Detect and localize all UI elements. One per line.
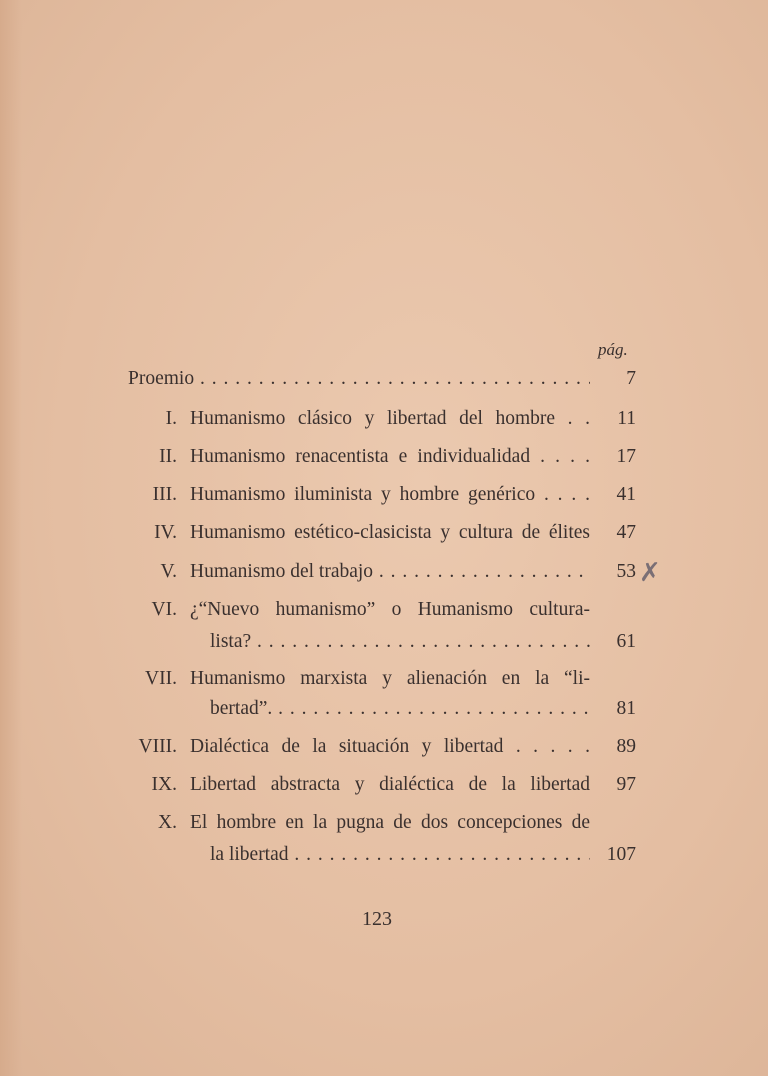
toc-entry-title: ¿“Nuevo humanismo” o Humanismo cultura- [190,599,590,620]
toc-entry-number: VI. [151,599,177,620]
toc-entry-number: X. [158,812,177,833]
toc-entry-page: 97 [616,774,636,795]
toc-entry-page: 11 [617,408,636,429]
toc-entry-page: 61 [616,631,636,652]
toc-entry-title: Humanismo renacentista e individualidad . . . . [190,446,590,467]
toc-entry-title: Humanismo del trabajo . . . [190,561,590,583]
page-column-label: pág. [598,340,628,359]
toc-entry-title: Humanismo iluminista y hombre genérico . . . . [190,484,590,505]
toc-entry-continuation: la libertad . . . [210,844,590,866]
toc-entry-9 [0,774,768,800]
toc-entry-number: III. [152,484,177,505]
toc-entry-title: Humanismo estético-clasicista y cultura de élites [190,522,590,543]
toc-entry-page: 47 [616,522,636,543]
toc-entry-number: I. [165,408,177,429]
toc-entry-number: IX. [151,774,177,795]
toc-entry-title: Humanismo marxista y alienación en la “li- [190,668,590,689]
handwritten-check-mark: ✗ [639,558,661,588]
page-number: 123 [362,908,392,930]
toc-entry-8 [0,736,768,762]
toc-entry-number: VIII. [138,736,177,757]
toc-entry-4 [0,522,768,548]
toc-entry-page: 107 [606,844,636,865]
toc-entry-page: 17 [616,446,636,467]
toc-entry-title: El hombre en la pugna de dos concepciones de [190,812,590,833]
toc-entry-number: IV. [154,522,177,543]
toc-entry-title: Humanismo clásico y libertad del hombre . . [190,408,590,429]
toc-entry-2 [0,446,768,472]
toc-entry-1 [0,408,768,434]
toc-entry-7 [0,668,768,728]
toc-entry-10 [0,812,768,872]
toc-entry-3 [0,484,768,510]
toc-entry-page: 81 [616,698,636,719]
toc-entry-number: VII. [145,668,177,689]
toc-entry-page: 53 [616,561,636,582]
toc-entry-continuation: lista? . . . [210,631,590,653]
toc-entry-title: Proemio . . . [128,368,590,390]
toc-entry-number: V. [160,561,177,582]
toc-entry-proemio [0,368,768,394]
toc-entry-page: 7 [626,368,636,389]
toc-entry-page: 41 [616,484,636,505]
toc-entry-page: 89 [616,736,636,757]
toc-entry-continuation: bertad”. . . . [210,698,590,720]
toc-entry-title: Dialéctica de la situación y libertad . . . . . [190,736,590,757]
toc-entry-6 [0,599,768,659]
toc-entry-number: II. [159,446,177,467]
toc-entry-title: Libertad abstracta y dialéctica de la libertad [190,774,590,795]
